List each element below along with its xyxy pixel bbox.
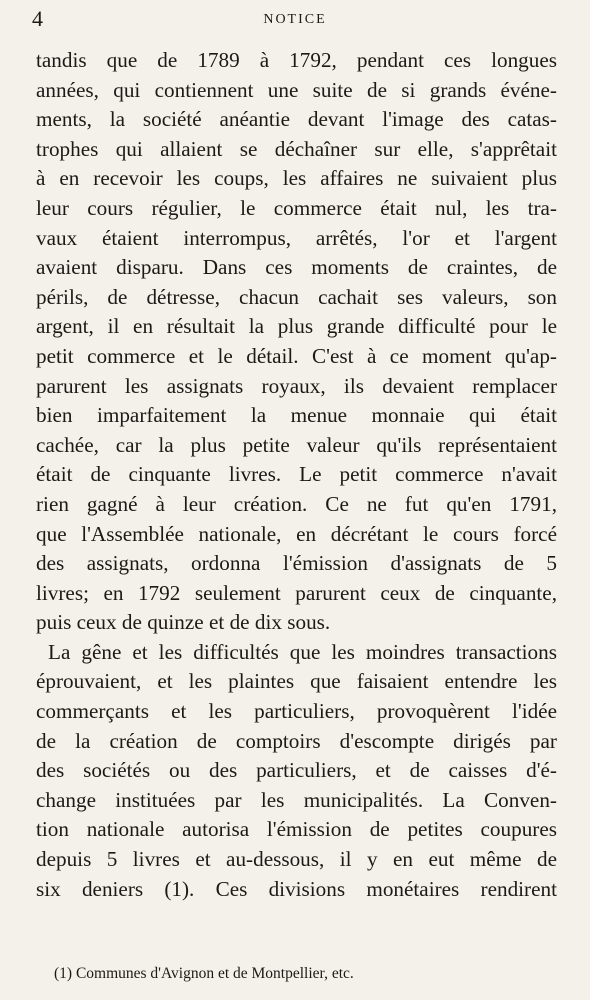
text-line: des assignats, ordonna l'émission d'assignats de 5 (36, 551, 557, 576)
body-text (36, 46, 557, 904)
text-line: tandis que de 1789 à 1792, pendant ces longues (36, 48, 557, 72)
text-line: avaient disparu. Dans ces moments de craintes, de (36, 255, 557, 280)
text-line: parurent les assignats royaux, ils devaient remplacer (36, 373, 557, 398)
page-number: 4 (32, 6, 43, 31)
text-line: tion nationale autorisa l'émission de petites coupures (36, 817, 557, 842)
text-line: rien gagné à leur création. Ce ne fut qu'en 1791, (36, 491, 557, 516)
text-line: cachée, car la plus petite valeur qu'ils représentaient (36, 432, 557, 457)
text-line: six deniers (1). Ces divisions monétaires rendirent (36, 876, 557, 901)
text-line: était de cinquante livres. Le petit commerce n'avait (36, 462, 557, 487)
text-line: livres; en 1792 seulement parurent ceux de cinquante, (36, 580, 557, 605)
text-line: bien imparfaitement la menue monnaie qui était (36, 403, 557, 428)
text-line: ments, la société anéantie devant l'image des catas- (36, 107, 557, 132)
footnote: (1) Communes d'Avignon et de Montpellier, etc. (54, 965, 354, 982)
text-line: petit commerce et le détail. C'est à ce moment qu'ap- (36, 343, 557, 368)
text-line: argent, il en résultait la plus grande difficulté pour le (36, 314, 557, 339)
text-line: que l'Assemblée nationale, en décrétant le cours forcé (36, 521, 557, 546)
text-line: éprouvaient, et les plaintes que faisaient entendre les (36, 669, 557, 694)
text-line: leur cours régulier, le commerce était nul, les tra- (36, 195, 557, 220)
text-line: des sociétés ou des particuliers, et de caisses d'é- (36, 758, 557, 783)
text-line: depuis 5 livres et au-dessous, il y en eut même de (36, 847, 557, 872)
text-line: à en recevoir les coups, les affaires ne suivaient plus (36, 166, 557, 191)
text-line: change instituées par les municipalités. La Conven- (36, 787, 557, 812)
text-line: trophes qui allaient se déchaîner sur elle, s'apprêtait (36, 136, 557, 161)
paragraph-first-line: La gêne et les difficultés que les moindres transactions (48, 639, 557, 664)
text-line: commerçants et les particuliers, provoquèrent l'idée (36, 699, 557, 724)
page-header (30, 6, 560, 32)
text-line: années, qui contiennent une suite de si grands événe- (36, 77, 557, 102)
text-line: de la création de comptoirs d'escompte dirigés par (36, 728, 557, 753)
text-line: vaux étaient interrompus, arrêtés, l'or et l'argent (36, 225, 557, 250)
text-line: périls, de détresse, chacun cachait ses valeurs, son (36, 284, 557, 309)
paragraph-last-line: puis ceux de quinze et de dix sous. (36, 610, 331, 635)
running-head: NOTICE (263, 12, 327, 27)
